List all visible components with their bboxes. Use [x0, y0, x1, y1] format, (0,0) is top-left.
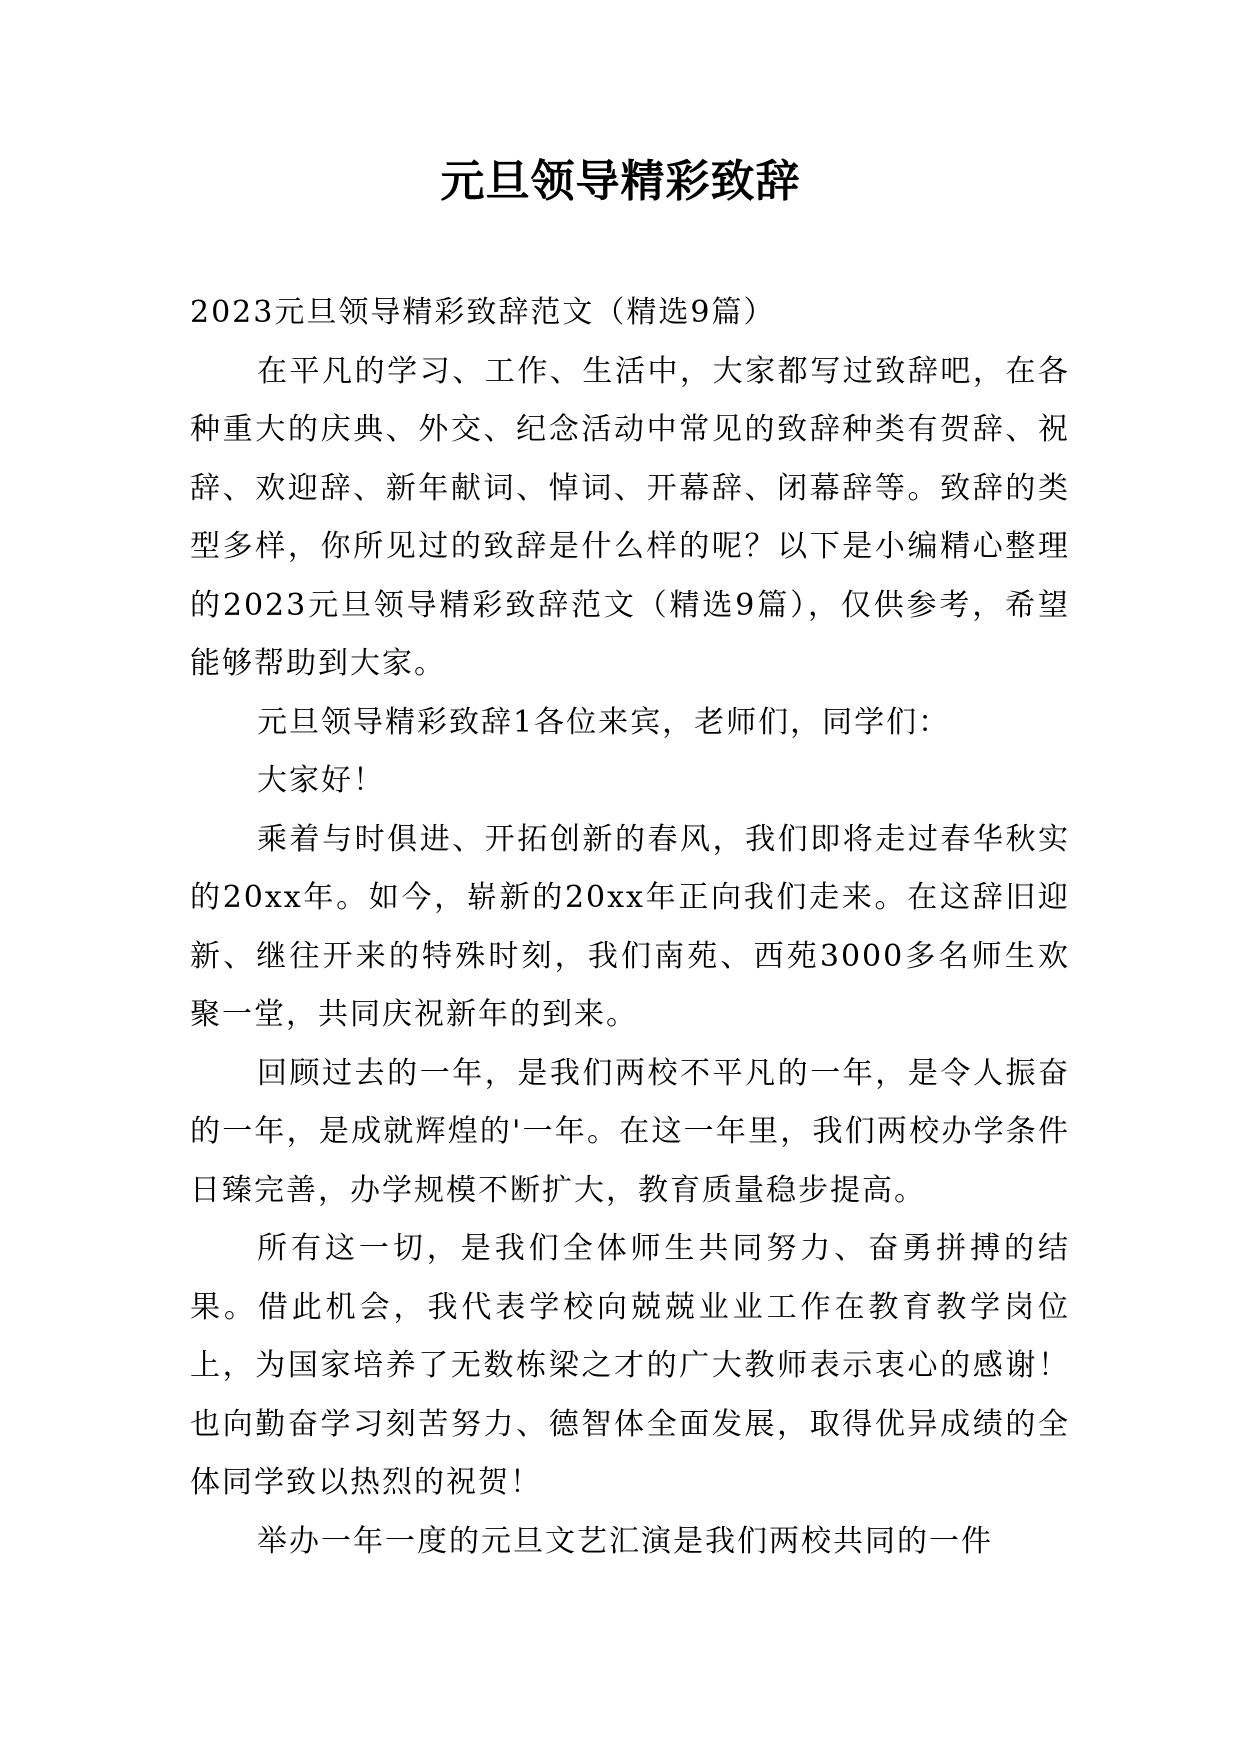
speech-heading-paragraph: 元旦领导精彩致辞1各位来宾，老师们，同学们： [257, 704, 951, 740]
body-paragraph: 举办一年一度的元旦文艺汇演是我们两校共同的一件 [257, 1523, 993, 1559]
document-title: 元旦领导精彩致辞 [440, 156, 801, 207]
body-paragraph: 乘着与时俱进、开拓创新的春风，我们即将走过春华秋实的20xx年。如今，崭新的20xx年正向我们走来。在这辞旧迎新、继往开来的特殊时刻，我们南苑、西苑3000多名师生欢聚一堂，共同庆祝新年的到来。 [190, 821, 1070, 1032]
body-paragraph: 回顾过去的一年，是我们两校不平凡的一年，是令人振奋的一年，是成就辉煌的'一年。在这一年里，我们两校办学条件日臻完善，办学规模不断扩大，教育质量稳步提高。 [190, 1055, 1070, 1208]
greeting-paragraph: 大家好！ [257, 763, 385, 798]
subtitle-paragraph: 2023元旦领导精彩致辞范文（精选9篇） [190, 295, 776, 330]
intro-paragraph: 在平凡的学习、工作、生活中，大家都写过致辞吧，在各种重大的庆典、外交、纪念活动中常见的致辞种类有贺辞、祝辞、欢迎辞、新年献词、悼词、开幕辞、闭幕辞等。致辞的类型多样，你所见过的致辞是什么样的呢？以下是小编精心整理的2023元旦领导精彩致辞范文（精选9篇），仅供参考，希望能够帮助到大家。 [190, 353, 1070, 681]
body-paragraph: 所有这一切，是我们全体师生共同努力、奋勇拼搏的结果。借此机会，我代表学校向兢兢业业工作在教育教学岗位上，为国家培养了无数栋梁之才的广大教师表示衷心的感谢！也向勤奋学习刻苦努力、德智体全面发展，取得优异成绩的全体同学致以热烈的祝贺！ [190, 1231, 1070, 1500]
document-body [190, 284, 1070, 1571]
